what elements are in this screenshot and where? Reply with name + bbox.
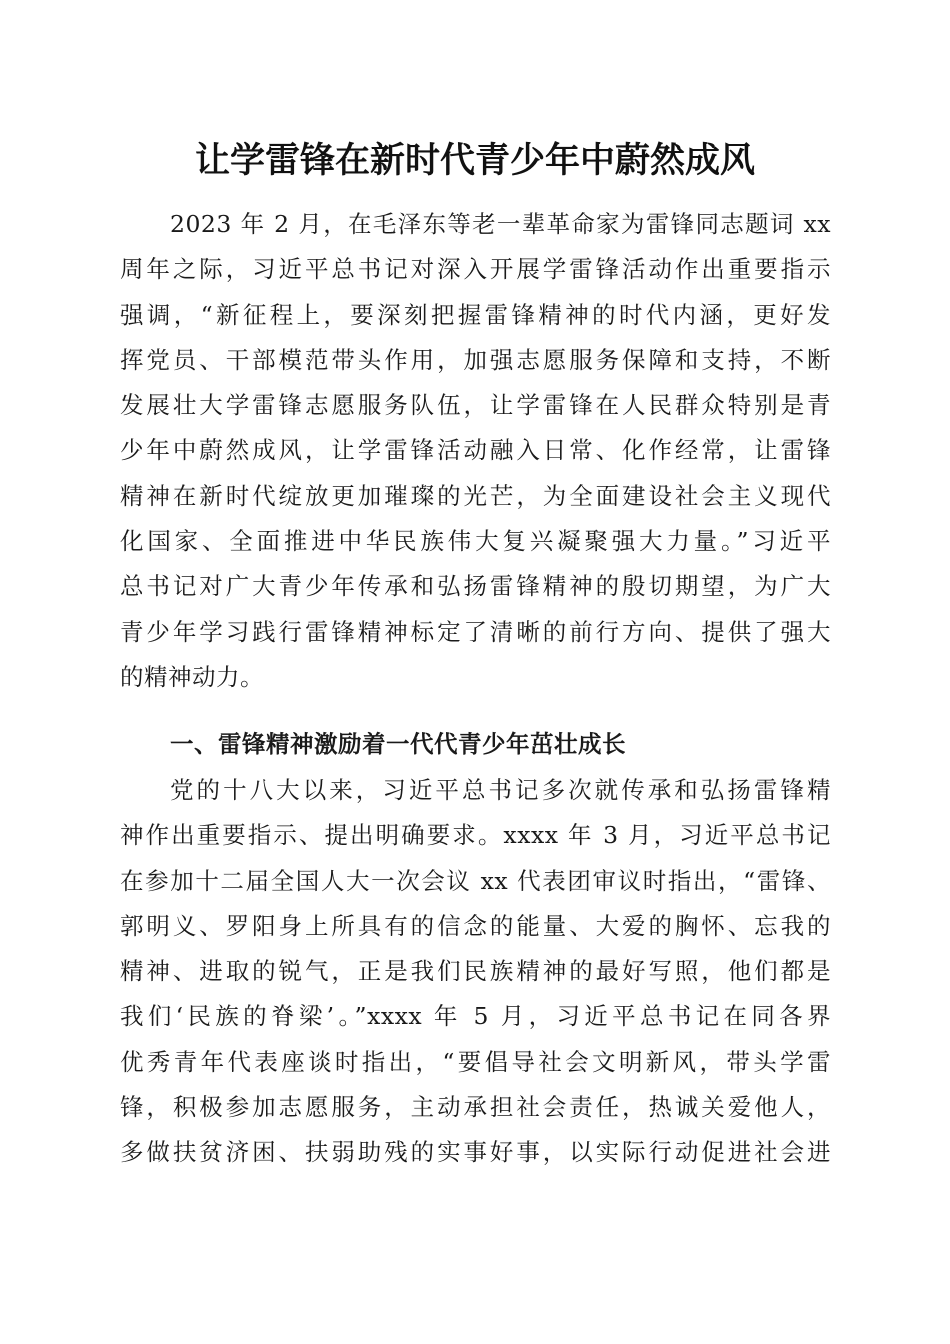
- text-line: 我们‘民族的脊梁’。”xxxx 年 5 月，习近平总书记在同各界: [120, 1002, 831, 1031]
- document-title: 让学雷锋在新时代青少年中蔚然成风: [194, 140, 755, 181]
- text-line: 郭明义、罗阳身上所具有的信念的能量、大爱的胸怀、忘我的: [120, 911, 831, 940]
- text-line: 2023 年 2 月，在毛泽东等老一辈革命家为雷锋同志题词 xx: [170, 210, 831, 238]
- text-line: 神作出重要指示、提出明确要求。xxxx 年 3 月，习近平总书记: [120, 821, 831, 850]
- text-line: 发展壮大学雷锋志愿服务队伍，让学雷锋在人民群众特别是青: [120, 391, 831, 420]
- text-line: 优秀青年代表座谈时指出，“要倡导社会文明新风，带头学雷: [120, 1047, 831, 1076]
- text-line: 精神、进取的锐气，正是我们民族精神的最好写照，他们都是: [120, 957, 831, 986]
- text-line: 青少年学习践行雷锋精神标定了清晰的前行方向、提供了强大: [120, 617, 831, 646]
- text-line: 总书记对广大青少年传承和弘扬雷锋精神的殷切期望，为广大: [120, 572, 831, 601]
- section-heading-text: 一、雷锋精神激励着一代代青少年茁壮成长: [170, 730, 626, 758]
- text-line: 挥党员、干部模范带头作用，加强志愿服务保障和支持，不断: [120, 345, 831, 374]
- section-heading: [120, 722, 831, 767]
- text-line: 多做扶贫济困、扶弱助残的实事好事，以实际行动促进社会进: [120, 1138, 831, 1167]
- text-line: 少年中蔚然成风，让学雷锋活动融入日常、化作经常，让雷锋: [120, 436, 831, 465]
- text-line: 化国家、全面推进中华民族伟大复兴凝聚强大力量。”习近平: [120, 527, 831, 556]
- text-line: 锋，积极参加志愿服务，主动承担社会责任，热诚关爱他人，: [120, 1093, 831, 1122]
- text-line: 周年之际，习近平总书记对深入开展学雷锋活动作出重要指示: [120, 255, 831, 284]
- paragraph-intro: [120, 202, 831, 700]
- text-line: 精神在新时代绽放更加璀璨的光芒，为全面建设社会主义现代: [120, 481, 831, 510]
- text-line: 党的十八大以来，习近平总书记多次就传承和弘扬雷锋精: [170, 776, 831, 804]
- paragraph-section-one: [120, 768, 831, 1176]
- text-line: 的精神动力。: [120, 662, 264, 691]
- text-line: 强调，“新征程上，要深刻把握雷锋精神的时代内涵，更好发: [120, 300, 831, 329]
- text-line: 在参加十二届全国人大一次会议 xx 代表团审议时指出，“雷锋、: [120, 866, 831, 895]
